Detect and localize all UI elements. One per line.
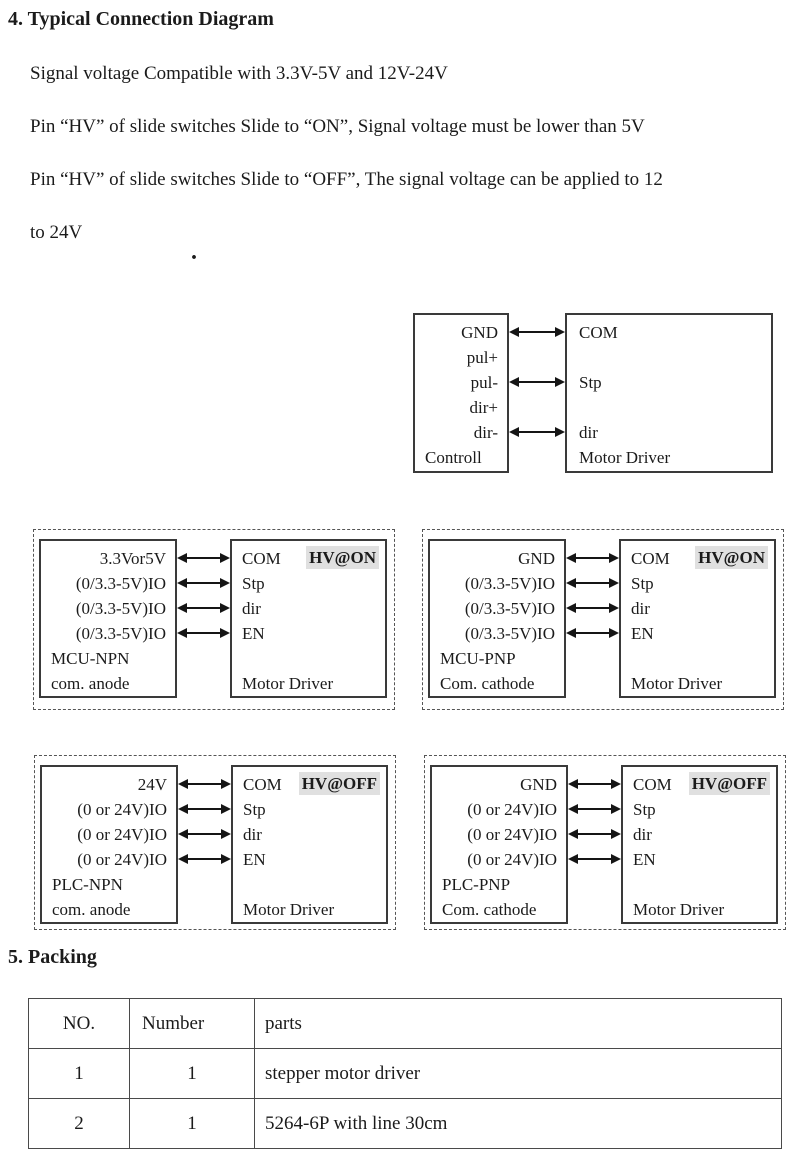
pin-label: 24V — [137, 775, 167, 794]
spacer-row — [567, 345, 771, 370]
arrow-shaft — [185, 833, 224, 835]
double-arrow — [509, 376, 565, 388]
pin-label: pul- — [470, 373, 498, 392]
spacer-row — [232, 646, 385, 671]
double-arrow — [566, 602, 619, 614]
table-row — [29, 1099, 782, 1149]
arrow-shaft — [184, 607, 223, 609]
stray-period: . — [191, 239, 197, 265]
box-caption: Motor Driver — [243, 900, 335, 919]
pin-label: (0 or 24V)IO — [467, 850, 557, 869]
pin-label: COM — [243, 775, 282, 794]
mcu-pnp-box — [428, 539, 566, 698]
double-arrow — [177, 627, 230, 639]
arrow-shaft — [184, 582, 223, 584]
pin-label: EN — [633, 850, 656, 869]
double-arrow — [178, 778, 231, 790]
double-arrow — [509, 326, 565, 338]
pin-label: COM — [633, 775, 672, 794]
pin-label: dir — [579, 423, 598, 442]
arrow-shaft — [184, 632, 223, 634]
plc-pnp-box — [430, 765, 568, 924]
plc-npn-diagram — [34, 755, 396, 930]
motor-driver-box — [621, 765, 778, 924]
pin-label: COM — [579, 323, 618, 342]
section4-heading: 4. Typical Connection Diagram — [8, 8, 274, 30]
cell-parts: 5264-6P with line 30cm — [255, 1099, 782, 1149]
pin-label: (0 or 24V)IO — [77, 800, 167, 819]
pin-label: Stp — [579, 373, 602, 392]
pin-label: Stp — [631, 574, 654, 593]
pin-label: EN — [242, 624, 265, 643]
mcu-npn-diagram — [33, 529, 395, 710]
double-arrow — [177, 552, 230, 564]
box-caption: Com. cathode — [442, 900, 537, 919]
box-caption: MCU-NPN — [51, 649, 130, 668]
arrow-shaft — [573, 632, 612, 634]
pin-label: Stp — [242, 574, 265, 593]
hv-mode-badge: HV@OFF — [299, 772, 380, 795]
pin-label: dir- — [473, 423, 498, 442]
plc-npn-box — [40, 765, 178, 924]
paragraph-line: Pin “HV” of slide switches Slide to “OFF”, The signal voltage can be applied to 12 — [30, 169, 663, 190]
pin-label: (0/3.3-5V)IO — [464, 574, 555, 593]
pin-label: dir — [631, 599, 650, 618]
arrow-shaft — [575, 783, 614, 785]
box-caption: PLC-NPN — [52, 875, 123, 894]
spacer-row — [567, 395, 771, 420]
box-caption: MCU-PNP — [440, 649, 516, 668]
double-arrow — [178, 803, 231, 815]
pin-label: (0/3.3-5V)IO — [464, 599, 555, 618]
paragraph-line: Signal voltage Compatible with 3.3V-5V and 12V-24V — [30, 63, 448, 84]
pin-label: dir — [633, 825, 652, 844]
double-arrow — [509, 426, 565, 438]
double-arrow — [177, 602, 230, 614]
pin-label: GND — [518, 549, 555, 568]
double-arrow — [178, 853, 231, 865]
spacer-row — [623, 872, 776, 897]
arrow-shaft — [516, 381, 558, 383]
cell-parts: stepper motor driver — [255, 1049, 782, 1099]
double-arrow — [566, 627, 619, 639]
box-caption: PLC-PNP — [442, 875, 511, 894]
pin-label: (0 or 24V)IO — [467, 800, 557, 819]
double-arrow — [566, 552, 619, 564]
arrow-shaft — [575, 833, 614, 835]
pin-label: (0 or 24V)IO — [467, 825, 557, 844]
hv-mode-badge: HV@ON — [306, 546, 379, 569]
double-arrow — [177, 577, 230, 589]
hv-mode-badge: HV@ON — [695, 546, 768, 569]
box-caption: com. anode — [51, 674, 130, 693]
cell-number: 1 — [130, 1099, 255, 1149]
spacer-row — [233, 872, 386, 897]
controller-driver-diagram — [413, 313, 773, 473]
double-arrow — [178, 828, 231, 840]
pin-label: Stp — [243, 800, 266, 819]
pin-label: EN — [243, 850, 266, 869]
pin-label: dir — [243, 825, 262, 844]
spacer-row — [621, 646, 774, 671]
arrow-shaft — [516, 431, 558, 433]
motor-driver-box — [565, 313, 773, 473]
double-arrow — [568, 778, 621, 790]
pin-label: (0/3.3-5V)IO — [75, 574, 166, 593]
arrow-shaft — [573, 557, 612, 559]
pin-label: (0/3.3-5V)IO — [75, 624, 166, 643]
pin-label: COM — [631, 549, 670, 568]
paragraph-line: Pin “HV” of slide switches Slide to “ON”, Signal voltage must be lower than 5V — [30, 116, 645, 137]
cell-number: 1 — [130, 1049, 255, 1099]
pin-label: dir+ — [469, 398, 498, 417]
pin-label: (0/3.3-5V)IO — [464, 624, 555, 643]
arrow-shaft — [184, 557, 223, 559]
box-caption: Controll — [425, 448, 482, 467]
column-header-number: Number — [130, 999, 255, 1049]
box-caption: Motor Driver — [579, 448, 671, 467]
pin-label: dir — [242, 599, 261, 618]
pin-label: COM — [242, 549, 281, 568]
arrow-shaft — [185, 808, 224, 810]
table-row — [29, 1049, 782, 1099]
pin-label: 3.3Vor5V — [99, 549, 166, 568]
arrow-shaft — [575, 858, 614, 860]
section5-heading: 5. Packing — [8, 946, 97, 968]
box-caption: com. anode — [52, 900, 131, 919]
pin-label: EN — [631, 624, 654, 643]
column-header-no: NO. — [29, 999, 130, 1049]
cell-no: 2 — [29, 1099, 130, 1149]
box-caption: Motor Driver — [633, 900, 725, 919]
pin-label: pul+ — [466, 348, 498, 367]
pin-label: (0 or 24V)IO — [77, 825, 167, 844]
paragraph-line: to 24V — [30, 222, 83, 243]
table-header-row — [29, 999, 782, 1049]
box-caption: Motor Driver — [242, 674, 334, 693]
box-caption: Com. cathode — [440, 674, 535, 693]
motor-driver-box — [230, 539, 387, 698]
cell-no: 1 — [29, 1049, 130, 1099]
arrow-shaft — [573, 607, 612, 609]
plc-pnp-diagram — [424, 755, 786, 930]
column-header-parts: parts — [255, 999, 782, 1049]
pin-label: GND — [520, 775, 557, 794]
hv-mode-badge: HV@OFF — [689, 772, 770, 795]
pin-label: (0 or 24V)IO — [77, 850, 167, 869]
arrow-shaft — [573, 582, 612, 584]
double-arrow — [568, 828, 621, 840]
arrow-shaft — [516, 331, 558, 333]
controller-box — [413, 313, 509, 473]
double-arrow — [568, 853, 621, 865]
pin-label: GND — [461, 323, 498, 342]
pin-label: Stp — [633, 800, 656, 819]
double-arrow — [568, 803, 621, 815]
box-caption: Motor Driver — [631, 674, 723, 693]
mcu-npn-box — [39, 539, 177, 698]
arrow-shaft — [185, 783, 224, 785]
packing-table — [28, 998, 782, 1149]
mcu-pnp-diagram — [422, 529, 784, 710]
motor-driver-box — [231, 765, 388, 924]
arrow-shaft — [575, 808, 614, 810]
double-arrow — [566, 577, 619, 589]
arrow-shaft — [185, 858, 224, 860]
motor-driver-box — [619, 539, 776, 698]
pin-label: (0/3.3-5V)IO — [75, 599, 166, 618]
